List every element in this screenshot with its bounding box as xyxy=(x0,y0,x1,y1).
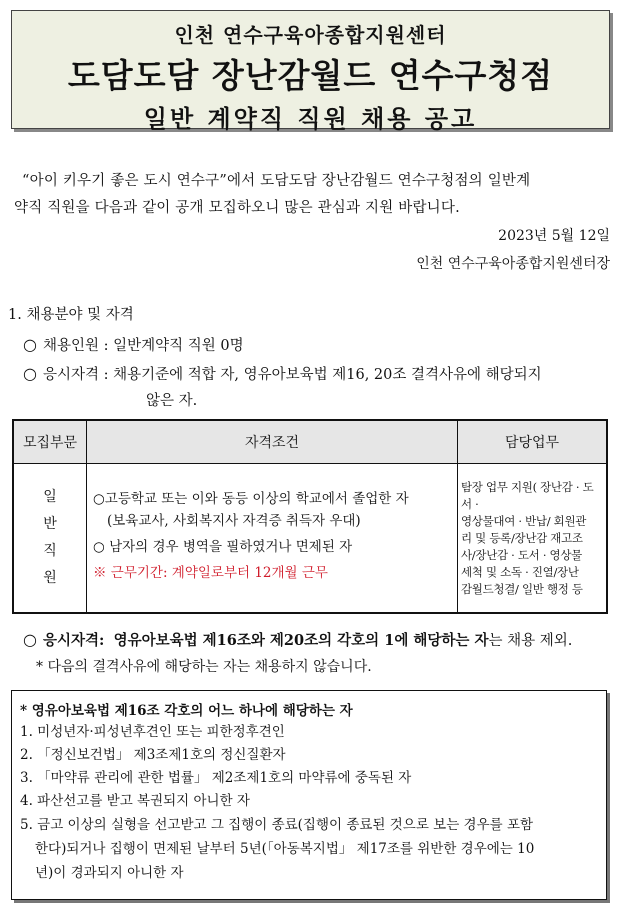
duty-line: 탐장 업무 지원( 장난감 · 도서 · xyxy=(461,479,594,511)
notice-label: 응시자격: xyxy=(42,632,105,649)
condition-preference: (보육교사, 사회복지사 자격증 취득자 우대) xyxy=(107,513,361,529)
exclusion-notice xyxy=(23,629,572,650)
page-title: 도담도담 장난감월드 연수구청점 xyxy=(67,56,554,95)
header-banner xyxy=(11,10,610,133)
bullet-icon: ○ xyxy=(23,335,37,354)
list-item-continued: 한다)되거나 집행이 면제된 날부터 5년(「아동복지법」 제17조를 위반한 경우에는 10 xyxy=(35,841,535,857)
dept-cell xyxy=(13,464,87,614)
intro-line-2: 약직 직원을 다음과 같이 공개 모집하오니 많은 관심과 지원 바랍니다. xyxy=(14,200,460,216)
duties-cell xyxy=(458,464,608,614)
notice-bold-text: 영유아보육법 제16조와 제20조의 각호의 1에 해당하는 자 xyxy=(113,632,489,649)
table-header-row xyxy=(13,420,607,464)
dept-char: 원 xyxy=(43,570,57,586)
duty-line: 감월드청결/ 일반 행정 등 xyxy=(461,581,583,596)
page-subtitle: 일반 계약직 직원 채용 공고 xyxy=(143,105,478,133)
duty-line: 세척 및 소독 · 진열/장난 xyxy=(461,564,579,579)
header-conditions: 자격조건 xyxy=(87,420,458,464)
organization-name: 인천 연수구육아종합지원센터 xyxy=(174,23,447,47)
list-item: 4. 파산선고를 받고 복권되지 아니한 자 xyxy=(20,793,250,809)
list-item: 2. 「정신보건법」 제3조제1호의 정신질환자 xyxy=(20,747,286,763)
duty-line: 리 및 등록/장난감 재고조 xyxy=(461,530,583,545)
conditions-cell xyxy=(87,464,458,614)
intro-paragraph xyxy=(14,168,610,222)
qualification xyxy=(23,363,542,384)
header-duties: 담당업무 xyxy=(458,420,608,464)
condition-work-period: ※ 근무기간: 계약일로부터 12개월 근무 xyxy=(93,565,328,581)
list-item: 3. 「마약류 관리에 관한 법률」 제2조제1호의 마약류에 중독된 자 xyxy=(20,770,412,786)
announcement-signer: 인천 연수구육아종합지원센터장 xyxy=(416,256,610,272)
recruit-count-text: 채용인원 : 일반계약직 직원 0명 xyxy=(42,338,244,354)
duty-line: 사/장난감 · 도서 · 영상물 xyxy=(461,547,582,562)
dept-char: 일 xyxy=(43,489,57,505)
dept-char: 반 xyxy=(43,516,57,532)
recruit-count xyxy=(23,334,244,355)
notice-tail: 는 채용 제외. xyxy=(488,633,573,649)
announcement-date: 2023년 5월 12일 xyxy=(498,228,610,244)
disqualification-box xyxy=(11,690,607,900)
qualification-text-2: 않은 자. xyxy=(146,393,198,409)
recruitment-table xyxy=(12,419,608,614)
header-dept: 모집부문 xyxy=(13,420,87,464)
table-row xyxy=(13,464,607,614)
section-1-heading: 1. 채용분야 및 자격 xyxy=(8,307,134,323)
bullet-icon: ○ xyxy=(23,364,37,383)
bullet-icon: ○ xyxy=(23,630,37,649)
condition-military: ○ 남자의 경우 병역을 필하였거나 면제된 자 xyxy=(93,539,353,555)
intro-line-1: “아이 키우기 좋은 도시 연수구”에서 도담도담 장난감월드 연수구청점의 일반계 xyxy=(22,173,531,189)
dept-char: 직 xyxy=(43,543,57,559)
condition-education: ○고등학교 또는 이와 동등 이상의 학교에서 졸업한 자 xyxy=(93,491,409,507)
list-item: 5. 금고 이상의 실형을 선고받고 그 집행이 종료(집행이 종료된 것으로 보는 경우를 포함 xyxy=(20,817,534,833)
duty-line: 영상물대여 · 반납/ 회원관 xyxy=(461,513,587,528)
disqualification-note: * 다음의 결격사유에 해당하는 자는 채용하지 않습니다. xyxy=(36,659,372,675)
list-item: 1. 미성년자·피성년후견인 또는 피한정후견인 xyxy=(20,724,285,740)
qualification-text-1: 응시자격 : 채용기준에 적합 자, 영유아보육법 제16, 20조 결격사유에 해당되지 xyxy=(42,367,542,383)
box-title: * 영유아보육법 제16조 각호의 어느 하나에 해당하는 자 xyxy=(20,703,353,719)
list-item-continued: 년)이 경과되지 아니한 자 xyxy=(35,865,184,881)
